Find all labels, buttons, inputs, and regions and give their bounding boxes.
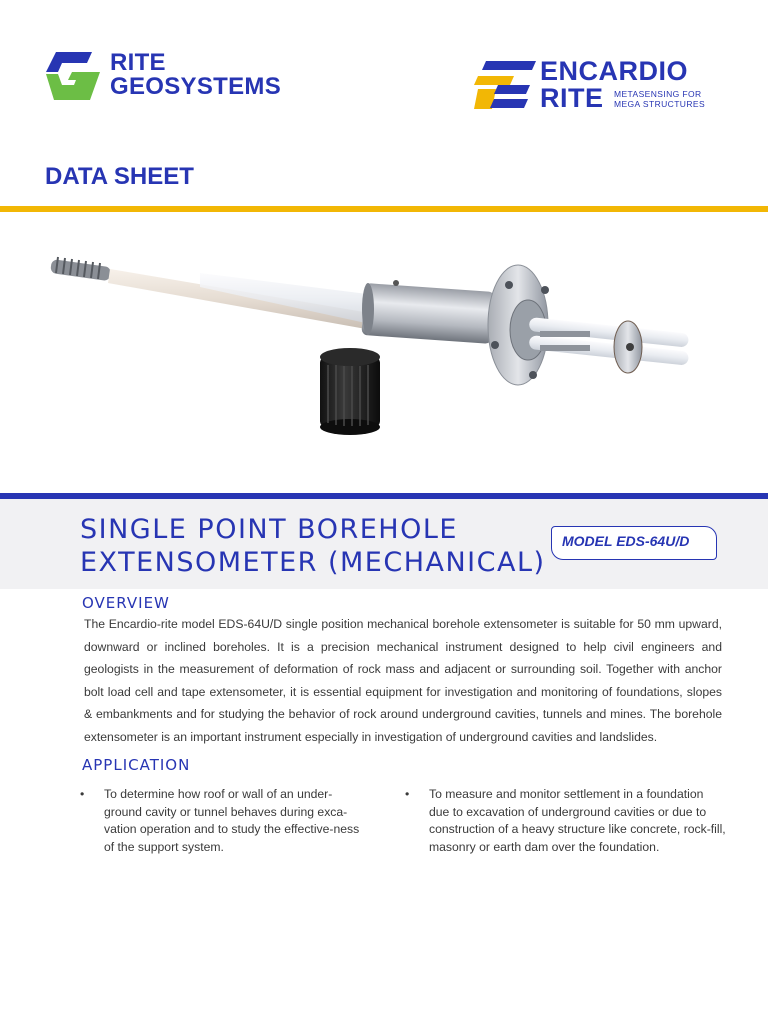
tagline-line1: METASENSING FOR [614,89,702,99]
model-number: MODEL EDS-64U/D [562,533,690,549]
rite-geosystems-logo [46,49,316,102]
encardio-tagline [614,89,705,109]
list-item: • To measure and monitor settlement in a foundation due to excavation of underground cavities or due to construction of a heavy structure like concrete, rock-fill, masonry or earth dam over the foundation. [405,786,727,856]
product-title [80,513,546,579]
rite-logo-text [110,51,281,99]
tagline-line2: MEGA STRUCTURES [614,99,706,109]
extensometer-product-image [40,235,740,455]
application-list-right [405,786,727,856]
protective-cap [320,348,380,435]
encardio-logo-line1: ENCARDIO [540,56,689,86]
overview-body: The Encardio-rite model EDS-64U/D single position mechanical borehole extensometer is suitable for 50 mm upward, downward or inclined boreholes. It is a precision mechanical instrument designed to help civil engineers and geologists in the measurement of deformation of rock mass and adjacent or surrounding soil. Together with anchor bolt load cell and tape extensometer, it is essential equipment for investigation and monitoring of foundations, slopes & embankments and for studying the behavior of rock around underground cavities, tunnels and mines. The borehole extensometer is an important instrument especially in investigation of underground cavities and landslides. [84,617,722,744]
document-label: DATA SHEET [45,163,194,190]
product-title-line2: EXTENSOMETER (MECHANICAL) [80,547,546,578]
application-heading: APPLICATION [82,756,191,774]
rite-logo-line2: GEOSYSTEMS [110,73,282,100]
product-title-line1: SINGLE POINT BOREHOLE [80,514,458,545]
application-list-left [80,786,362,856]
gold-divider [0,206,768,212]
encardio-logo-mark-icon [474,61,536,109]
list-item: • To determine how roof or wall of an under-ground cavity or tunnel behaves during exca-vation operation and to study the effective-ness of the support system. [80,786,362,856]
rite-logo-line1: RITE [110,49,166,76]
overview-heading: OVERVIEW [82,594,170,612]
anchor-thread [50,257,111,281]
encardio-rite-logo [474,58,724,112]
model-badge [551,526,717,560]
encardio-logo-line2: RITE [540,83,604,113]
rite-logo-mark-icon [46,52,102,100]
